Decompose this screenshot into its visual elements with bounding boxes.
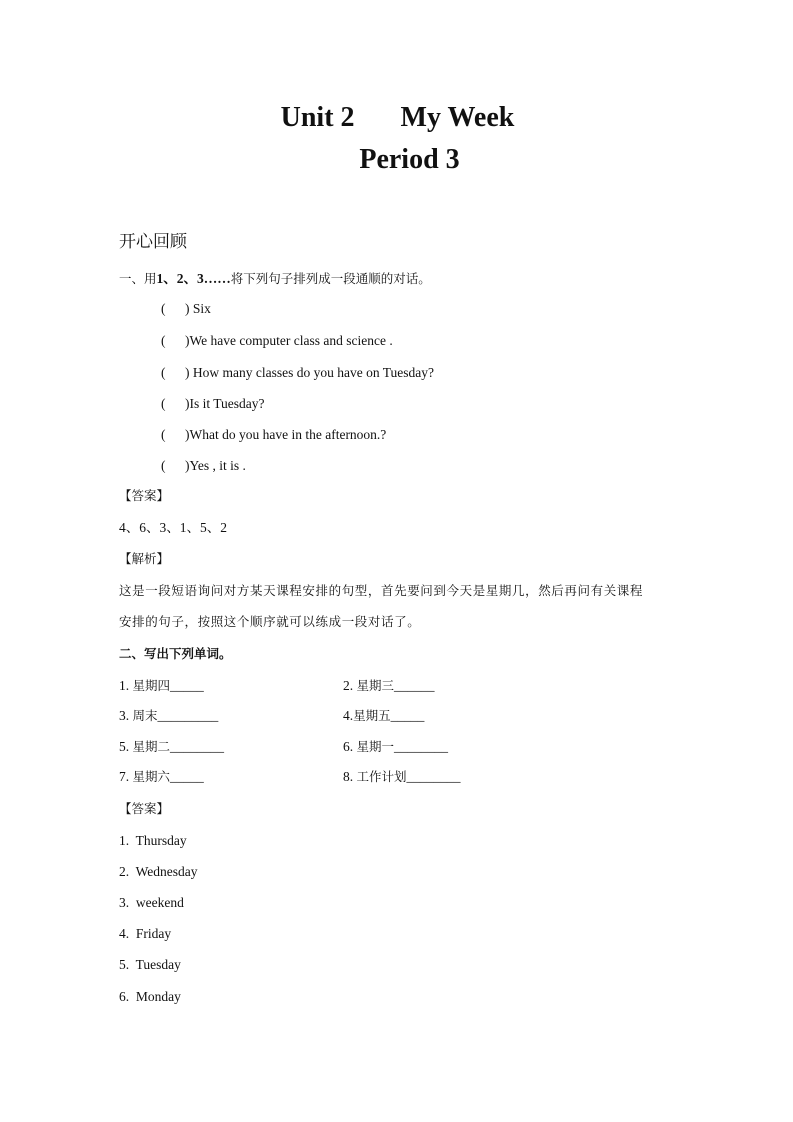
q1-numbers: 1、2、3……	[156, 271, 231, 286]
q1-instruction	[119, 270, 431, 288]
word-item: 6. 星期一________	[343, 739, 449, 754]
q2-answer-label: 【答案】	[119, 801, 170, 816]
q1-answer: 4、6、3、1、5、2	[119, 520, 227, 535]
sentence-item: ( )What do you have in the afternoon.?	[161, 427, 387, 442]
word-item: 2. 星期三______	[343, 678, 435, 693]
answer-item: 4. Friday	[119, 926, 172, 941]
q1-answer-label: 【答案】	[119, 488, 170, 503]
sentence-item: ( ) Six	[161, 301, 211, 316]
sentence-text: )We have computer class and science .	[185, 333, 393, 348]
sentence-item: ( )We have computer class and science .	[161, 333, 393, 348]
answer-item: 3. weekend	[119, 895, 184, 910]
sentence-text: )Yes , it is .	[185, 458, 246, 473]
sentence-text: ) Six	[185, 301, 211, 316]
answer-item: 6. Monday	[119, 989, 181, 1004]
period-title: Period 3	[359, 144, 460, 175]
answer-item: 2. Wednesday	[119, 864, 198, 879]
word-item: 5. 星期二________	[119, 739, 225, 754]
unit-topic: My Week	[400, 102, 515, 133]
sentence-item: ( )Is it Tuesday?	[161, 396, 265, 411]
answer-item: 5. Tuesday	[119, 957, 181, 972]
sentence-text: ) How many classes do you have on Tuesday?	[185, 365, 434, 380]
word-item: 4.星期五_____	[343, 708, 425, 723]
unit-label: Unit 2	[280, 102, 355, 133]
word-item: 1. 星期四_____	[119, 678, 204, 693]
q2-instruction: 二、写出下列单词。	[119, 646, 232, 661]
sentence-item: ( ) How many classes do you have on Tuesday?	[161, 365, 434, 380]
section-heading: 开心回顾	[119, 232, 187, 252]
answer-item: 1. Thursday	[119, 833, 187, 848]
word-item: 8. 工作计划________	[343, 769, 461, 784]
sentence-text: )Is it Tuesday?	[185, 396, 265, 411]
sentence-item: ( )Yes , it is .	[161, 458, 246, 473]
q1-analysis-line1: 这是一段短语询问对方某天课程安排的句型，首先要问到今天是星期几，然后再问有关课程	[119, 583, 644, 598]
sentence-text: )What do you have in the afternoon.?	[185, 427, 387, 442]
q1-analysis-line2: 安排的句子，按照这个顺序就可以练成一段对话了。	[119, 614, 421, 629]
word-item: 3. 周末_________	[119, 708, 219, 723]
q1-analysis-label: 【解析】	[119, 551, 170, 566]
q1-prefix: 一、用	[119, 271, 157, 286]
q1-instruction-text: 将下列句子排列成一段通顺的对话。	[230, 271, 431, 286]
unit-title	[0, 101, 793, 135]
word-item: 7. 星期六_____	[119, 769, 204, 784]
